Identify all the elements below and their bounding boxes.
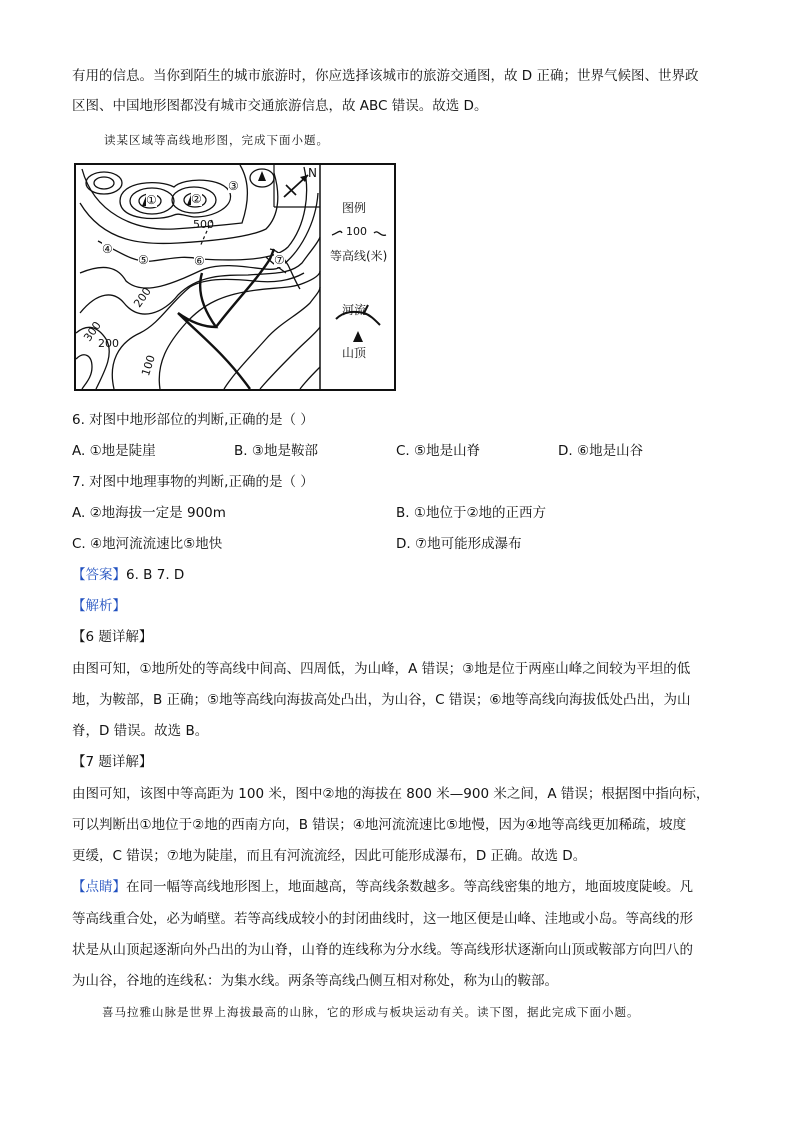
point-7-label: ⑦ <box>274 253 285 267</box>
contour-label-200b: 200 <box>98 337 119 350</box>
detail-6-title: 【6 题详解】 <box>72 629 153 645</box>
q6-stem: 6. 对图中地形部位的判断,正确的是（ ） <box>72 412 314 428</box>
detail-7-line-3: 更缓，C 错误；⑦地为陡崖，而且有河流流经，因此可能形成瀑布，D 正确。故选 D。 <box>72 848 587 864</box>
prev-text-line-1: 有用的信息。当你到陌生的城市旅游时，你应选择该城市的旅游交通图，故 D 正确；世界气候图、世界政 <box>72 68 699 84</box>
legend-peak-label: 山顶 <box>342 346 367 360</box>
point-4-label: ④ <box>102 242 113 256</box>
q6-option-d: D. ⑥地是山谷 <box>558 443 644 459</box>
detail-7-title: 【7 题详解】 <box>72 754 153 770</box>
legend-contour-sample: 100 <box>346 225 367 238</box>
point-3-label: ③ <box>228 179 239 193</box>
tip-line-2: 等高线重合处，必为峭壁。若等高线成较小的封闭曲线时，这一地区便是山峰、洼地或小岛。等高线的形 <box>72 911 693 927</box>
contour-label-200a: 200 <box>131 285 154 310</box>
next-question-intro: 喜马拉雅山脉是世界上海拔最高的山脉，它的形成与板块运动有关。读下图，据此完成下面小题。 <box>102 1005 640 1019</box>
contour-label-500: 500 <box>193 218 214 231</box>
answer-line <box>72 565 184 585</box>
analysis-tag: 【解析】 <box>72 598 126 614</box>
contour-label-100: 100 <box>139 353 158 378</box>
point-2-label: ② <box>191 192 202 206</box>
tip-tag: 【点睛】 <box>72 879 126 895</box>
detail-6-line-1: 由图可知，①地所处的等高线中间高、四周低，为山峰，A 错误；③地是位于两座山峰之间较为平坦的低 <box>72 661 691 677</box>
contour-map <box>74 163 396 391</box>
legend-title: 图例 <box>342 201 367 215</box>
answer-tag: 【答案】 <box>72 567 126 583</box>
tip-line-1 <box>72 877 693 897</box>
question-intro: 读某区域等高线地形图，完成下面小题。 <box>104 133 329 147</box>
q6-option-a: A. ①地是陡崖 <box>72 443 156 459</box>
legend-river-label: 河流 <box>342 303 367 317</box>
tip-line-4: 为山谷，谷地的连线私：为集水线。两条等高线凸侧互相对称处，称为山的鞍部。 <box>72 973 558 989</box>
prev-text-line-2: 区图、中国地形图都没有城市交通旅游信息，故 ABC 错误。故选 D。 <box>72 98 488 114</box>
detail-6-line-2: 地，为鞍部，B 正确；⑤地等高线向海拔高处凸出，为山谷，C 错误；⑥地等高线向海拔低处凸出，为山 <box>72 692 691 708</box>
answer-text: 6. B 7. D <box>126 567 185 583</box>
point-6-label: ⑥ <box>194 254 205 268</box>
q7-stem: 7. 对图中地理事物的判断,正确的是（ ） <box>72 474 314 490</box>
point-5-label: ⑤ <box>138 253 149 267</box>
detail-7-line-1: 由图可知，该图中等高距为 100 米，图中②地的海拔在 800 米—900 米之间，A 错误；根据图中指向标， <box>72 786 710 802</box>
point-1-label: ① <box>146 193 157 207</box>
q7-option-a: A. ②地海拔一定是 900m <box>72 505 226 521</box>
q7-option-c: C. ④地河流流速比⑤地快 <box>72 536 223 552</box>
q7-option-d: D. ⑦地可能形成瀑布 <box>396 536 522 552</box>
tip-first: 在同一幅等高线地形图上，地面越高，等高线条数越多。等高线密集的地方，地面坡度陡峻。凡 <box>126 879 693 895</box>
detail-7-line-2: 可以判断出①地位于②地的西南方向，B 错误；④地河流流速比⑤地慢，因为④地等高线更加稀疏，坡度 <box>72 817 687 833</box>
q6-option-c: C. ⑤地是山脊 <box>396 443 481 459</box>
north-label: N <box>308 166 317 180</box>
tip-line-3: 状是从山顶起逐渐向外凸出的为山脊，山脊的连线称为分水线。等高线形状逐渐向山顶或鞍部方向凹八的 <box>72 942 693 958</box>
detail-6-line-3: 脊，D 错误。故选 B。 <box>72 723 209 739</box>
contour-label-300: 300 <box>81 319 104 344</box>
q7-option-b: B. ①地位于②地的正西方 <box>396 505 547 521</box>
legend-contour-label: 等高线(米) <box>330 249 388 263</box>
q6-option-b: B. ③地是鞍部 <box>234 443 318 459</box>
